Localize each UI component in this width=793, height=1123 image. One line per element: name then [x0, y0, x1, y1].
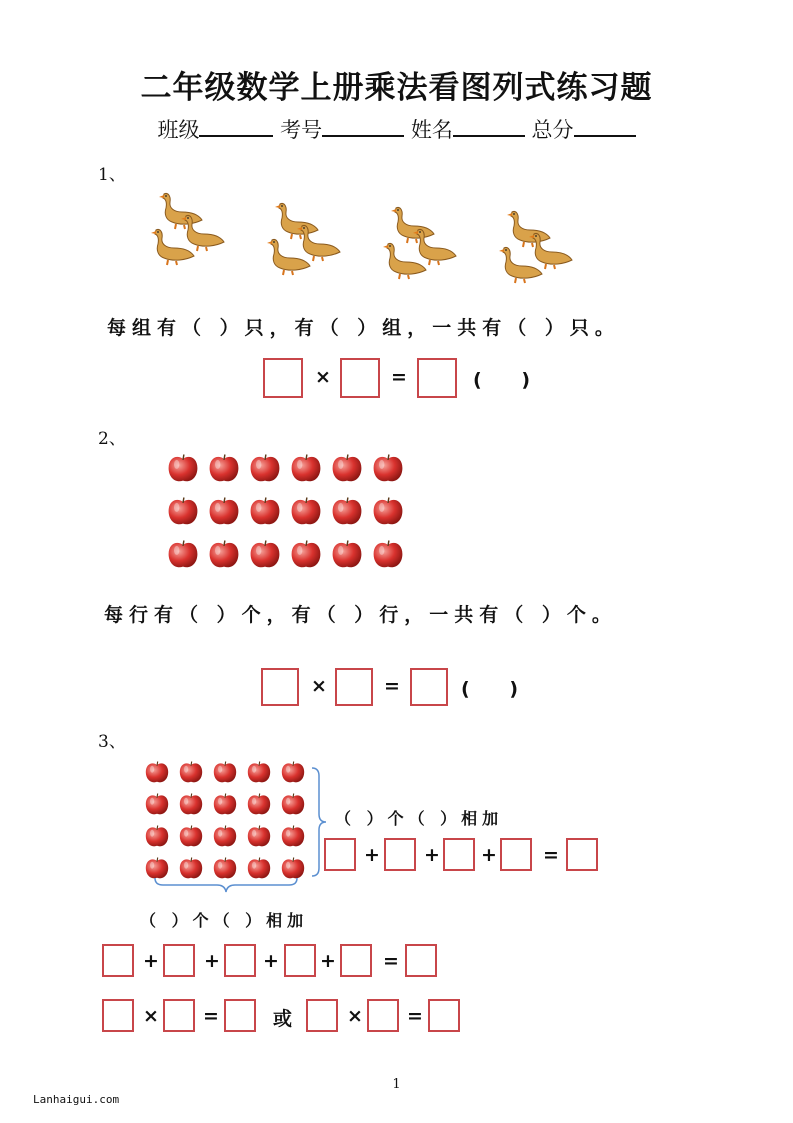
apple-icon	[165, 536, 206, 579]
plus-sign: +	[424, 844, 440, 866]
score-blank[interactable]	[574, 117, 636, 137]
apple-icon	[279, 822, 313, 854]
bottom-brace	[153, 876, 299, 898]
score-label: 总分	[531, 118, 574, 142]
apple-icon	[211, 822, 245, 854]
times-sign: ×	[143, 1005, 159, 1027]
q3-right-addend-box-4[interactable]	[500, 838, 532, 871]
q2-unit-parentheses: ( )	[461, 678, 519, 700]
q3-bottom-addend-box-2[interactable]	[163, 944, 195, 977]
apple-icon	[211, 790, 245, 822]
apple-grid-q3	[143, 758, 313, 886]
apple-icon	[245, 790, 279, 822]
q3-bottom-label: （ ）个（ ）相加	[140, 911, 309, 930]
q1-unit-parentheses: ( )	[473, 369, 531, 391]
q3-mult2-factor-box-1[interactable]	[306, 999, 338, 1032]
plus-sign: +	[481, 844, 497, 866]
apple-icon	[247, 493, 288, 536]
apple-icon	[165, 493, 206, 536]
plus-sign: +	[364, 844, 380, 866]
question-1-number: 1、	[98, 165, 126, 185]
q3-mult2-product-box[interactable]	[428, 999, 460, 1032]
question-1-sentence: 每组有（ ）只，有（ ）组，一共有（ ）只。	[107, 317, 620, 339]
goose-icon	[296, 222, 342, 266]
apple-icon	[329, 493, 370, 536]
q3-right-addend-box-1[interactable]	[324, 838, 356, 871]
class-label: 班级	[157, 118, 200, 142]
q3-mult1-factor-box-2[interactable]	[163, 999, 195, 1032]
q3-mult2-factor-box-2[interactable]	[367, 999, 399, 1032]
apple-icon	[206, 450, 247, 493]
equals-sign: =	[203, 1005, 219, 1027]
q3-bottom-sum-box[interactable]	[405, 944, 437, 977]
apple-icon	[143, 822, 177, 854]
q1-factor-box-2[interactable]	[340, 358, 380, 398]
question-2-number: 2、	[98, 429, 126, 449]
q3-right-label: （ ）个（ ）相加	[335, 809, 504, 828]
exam-no-blank[interactable]	[322, 117, 404, 137]
plus-sign: +	[263, 950, 279, 972]
name-label: 姓名	[410, 118, 453, 142]
apple-icon	[211, 758, 245, 790]
question-2-sentence: 每行有（ ）个，有（ ）行，一共有（ ）个。	[104, 604, 617, 626]
q3-mult1-factor-box-1[interactable]	[102, 999, 134, 1032]
q3-bottom-addend-box-3[interactable]	[224, 944, 256, 977]
apple-icon	[247, 536, 288, 579]
apple-icon	[288, 536, 329, 579]
apple-icon	[279, 758, 313, 790]
q1-equals-sign: =	[391, 366, 407, 388]
equals-sign: =	[407, 1005, 423, 1027]
class-blank[interactable]	[199, 117, 273, 137]
exam-no-label: 考号	[280, 118, 323, 142]
equals-sign: =	[383, 950, 399, 972]
goose-icon	[180, 212, 226, 256]
q2-factor-box-1[interactable]	[261, 668, 299, 706]
apple-icon	[370, 536, 411, 579]
q3-bottom-addend-box-5[interactable]	[340, 944, 372, 977]
question-3-number: 3、	[98, 732, 126, 752]
name-blank[interactable]	[453, 117, 525, 137]
plus-sign: +	[320, 950, 336, 972]
apple-icon	[206, 536, 247, 579]
student-info-line	[0, 114, 793, 144]
apple-icon	[143, 790, 177, 822]
q3-right-addend-box-2[interactable]	[384, 838, 416, 871]
q3-right-addend-box-3[interactable]	[443, 838, 475, 871]
site-footer: Lanhaigui.com	[33, 1093, 120, 1106]
goose-icon	[528, 230, 574, 274]
q1-factor-box-1[interactable]	[263, 358, 303, 398]
apple-icon	[165, 450, 206, 493]
apple-icon	[206, 493, 247, 536]
apple-icon	[177, 758, 211, 790]
page-number: 1	[392, 1077, 401, 1092]
q3-mult1-product-box[interactable]	[224, 999, 256, 1032]
apple-icon	[329, 450, 370, 493]
apple-icon	[143, 758, 177, 790]
apple-icon	[288, 493, 329, 536]
page-title: 二年级数学上册乘法看图列式练习题	[140, 70, 653, 106]
apple-icon	[279, 790, 313, 822]
goose-icon	[412, 226, 458, 270]
q1-product-box[interactable]	[417, 358, 457, 398]
apple-icon	[247, 450, 288, 493]
q2-product-box[interactable]	[410, 668, 448, 706]
q2-times-sign: ×	[311, 675, 327, 697]
times-sign: ×	[347, 1005, 363, 1027]
apple-icon	[370, 493, 411, 536]
apple-icon	[245, 758, 279, 790]
apple-icon	[370, 450, 411, 493]
apple-icon	[177, 822, 211, 854]
q2-factor-box-2[interactable]	[335, 668, 373, 706]
q3-bottom-addend-box-1[interactable]	[102, 944, 134, 977]
q1-times-sign: ×	[315, 366, 331, 388]
apple-icon	[177, 790, 211, 822]
or-label: 或	[273, 1008, 293, 1030]
q2-equals-sign: =	[384, 675, 400, 697]
apple-icon	[288, 450, 329, 493]
apple-icon	[329, 536, 370, 579]
goose-picture	[150, 190, 600, 300]
apple-icon	[245, 822, 279, 854]
q3-bottom-addend-box-4[interactable]	[284, 944, 316, 977]
q3-right-sum-box[interactable]	[566, 838, 598, 871]
plus-sign: +	[143, 950, 159, 972]
equals-sign: =	[543, 844, 559, 866]
apple-grid-q2	[165, 450, 411, 579]
plus-sign: +	[204, 950, 220, 972]
